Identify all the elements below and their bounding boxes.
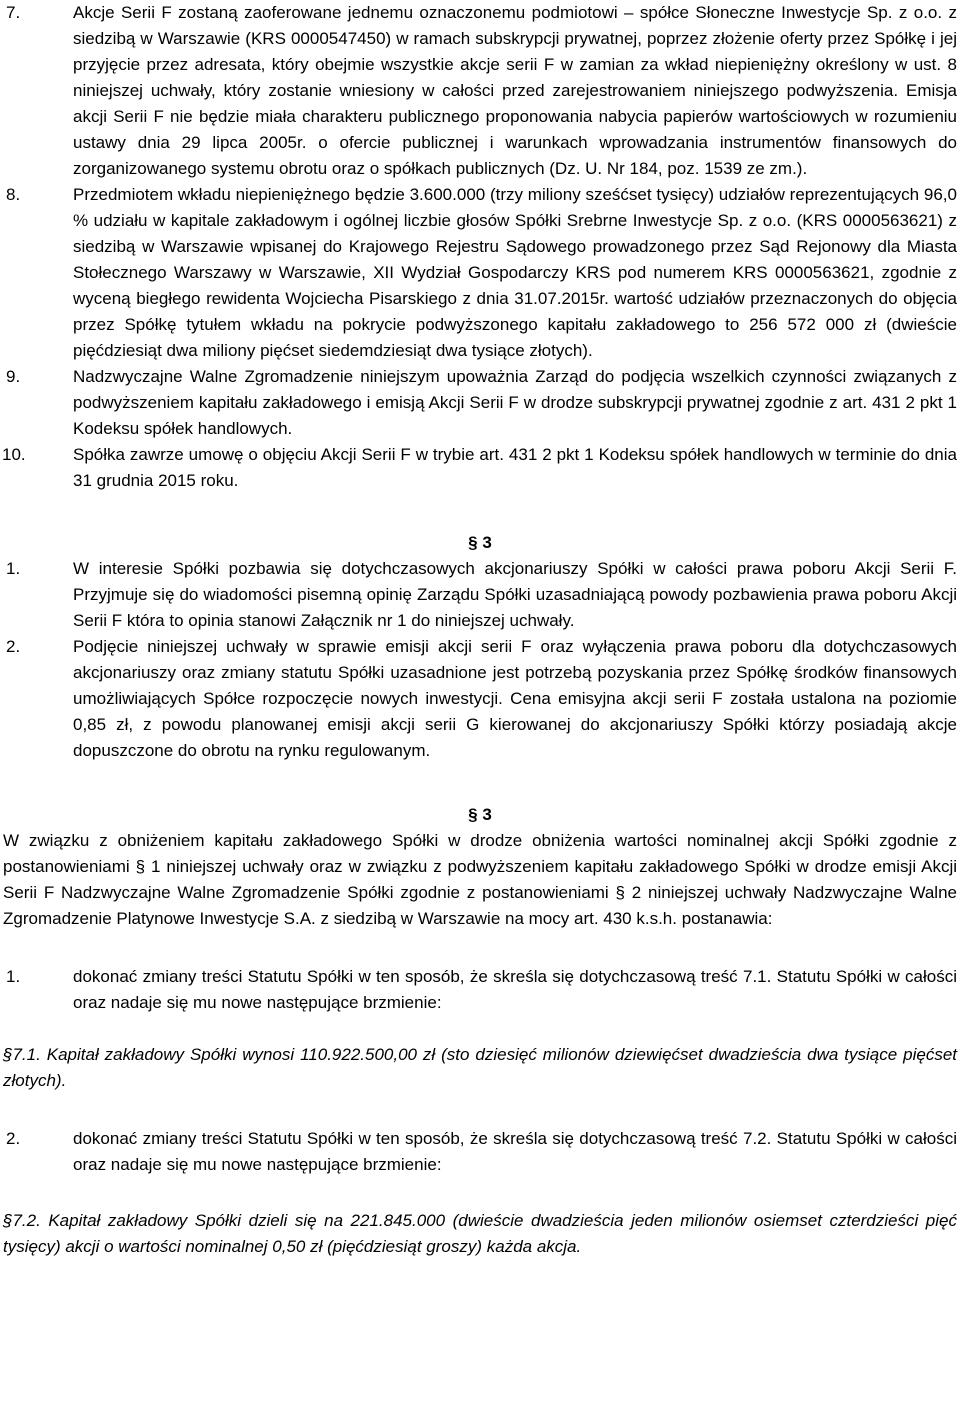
list-number: 7. bbox=[6, 3, 21, 22]
list-number: 9. bbox=[6, 367, 21, 386]
list-number: 2. bbox=[6, 637, 21, 656]
list-number: 1. bbox=[6, 967, 21, 986]
list-item bbox=[0, 182, 960, 364]
list-item bbox=[0, 964, 960, 1016]
section-heading: § 3 bbox=[468, 805, 492, 824]
list-item bbox=[0, 442, 960, 494]
list-item bbox=[0, 364, 960, 442]
list-text: Podjęcie niniejszej uchwały w sprawie emisji akcji serii F oraz wyłączenia prawa poboru dla dotychczasowych akcjonariuszy oraz zmiany statutu Spółki uzasadnione jest potrzebą pozyskania przez Spółkę środków finansowych umożliwiających Spółce rozpoczęcie nowych inwestycji. Cena emisyjna akcji serii F została ustalona na poziomie 0,85 zł, z powodu planowanej emisji akcji serii G kierowanej do akcjonariuszy Spółki którzy posiadają akcje dopuszczone do obrotu na rynku regulowanym. bbox=[73, 637, 957, 760]
statute-quote: §7.1. Kapitał zakładowy Spółki wynosi 110.922.500,00 zł (sto dziesięć milionów dziewięćset dwadzieścia dwa tysiące pięćset złotych). bbox=[3, 1045, 957, 1090]
numbered-list-section-3 bbox=[0, 556, 960, 764]
list-number: 8. bbox=[6, 185, 21, 204]
statute-quote: §7.2. Kapitał zakładowy Spółki dzieli się na 221.845.000 (dwieście dwadzieścia jeden milionów osiemset czterdzieści pięć tysięcy) akcji o wartości nominalnej 0,50 zł (pięćdziesiąt groszy) każda akcja. bbox=[3, 1211, 957, 1256]
list-text: Nadzwyczajne Walne Zgromadzenie niniejszym upoważnia Zarząd do podjęcia wszelkich czynności związanych z podwyższeniem kapitału zakładowego i emisją Akcji Serii F w drodze subskrypcji prywatnej zgodnie z art. 431 2 pkt 1 Kodeksu spółek handlowych. bbox=[73, 367, 957, 438]
list-text: dokonać zmiany treści Statutu Spółki w ten sposób, że skreśla się dotychczasową treść 7.1. Statutu Spółki w całości oraz nadaje się mu nowe następujące brzmienie: bbox=[73, 967, 957, 1012]
list-number: 1. bbox=[6, 559, 21, 578]
list-number: 2. bbox=[6, 1129, 21, 1148]
list-item bbox=[0, 1126, 960, 1178]
list-item bbox=[0, 556, 960, 634]
body-paragraph: W związku z obniżeniem kapitału zakładowego Spółki w drodze obniżenia wartości nominalnej akcji Spółki zgodnie z postanowieniami § 1 niniejszej uchwały oraz w związku z podwyższeniem kapitału zakładowego Spółki w drodze emisji Akcji Serii F Nadzwyczajne Walne Zgromadzenie Spółki zgodnie z postanowieniami § 2 niniejszej uchwały Nadzwyczajne Walne Zgromadzenie Platynowe Inwestycje S.A. z siedzibą w Warszawie na mocy art. 430 k.s.h. postanawia: bbox=[3, 831, 957, 928]
list-text: dokonać zmiany treści Statutu Spółki w ten sposób, że skreśla się dotychczasową treść 7.2. Statutu Spółki w całości oraz nadaje się mu nowe następujące brzmienie: bbox=[73, 1129, 957, 1174]
list-item bbox=[0, 0, 960, 182]
list-text: Akcje Serii F zostaną zaoferowane jednemu oznaczonemu podmiotowi – spółce Słoneczne Inwestycje Sp. z o.o. z siedzibą w Warszawie (KRS 0000547450) w ramach subskrypcji prywatnej, poprzez złożenie oferty przez Spółkę i jej przyjęcie przez adresata, który obejmie wszystkie akcje serii F w zamian za wkład niepieniężny określony w ust. 8 niniejszej uchwały, który zostanie wniesiony w całości przed zarejestrowaniem niniejszego podwyższenia. Emisja akcji Serii F nie będzie miała charakteru publicznego proponowania nabycia papierów wartościowych w rozumieniu ustawy dnia 29 lipca 2005r. o ofercie publicznej i warunkach wprowadzania instrumentów finansowych do zorganizowanego systemu obrotu oraz o spółkach publicznych (Dz. U. Nr 184, poz. 1539 ze zm.). bbox=[73, 3, 957, 178]
list-text: W interesie Spółki pozbawia się dotychczasowych akcjonariuszy Spółki w całości prawa poboru Akcji Serii F. Przyjmuje się do wiadomości pisemną opinię Zarządu Spółki uzasadniającą powody pozbawienia prawa poboru Akcji Serii F która to opinia stanowi Załącznik nr 1 do niniejszej uchwały. bbox=[73, 559, 957, 630]
list-text: Przedmiotem wkładu niepieniężnego będzie 3.600.000 (trzy miliony sześćset tysięcy) udziałów reprezentujących 96,0 % udziału w kapitale zakładowym i ogólnej liczbie głosów Spółki Srebrne Inwestycje Sp. z o.o. (KRS 0000563621) z siedzibą w Warszawie wpisanej do Krajowego Rejestru Sądowego prowadzonego przez Sąd Rejonowy dla Miasta Stołecznego Warszawy w Warszawie, XII Wydział Gospodarczy KRS pod numerem KRS 0000563621, zgodnie z wyceną biegłego rewidenta Wojciecha Pisarskiego z dnia 31.07.2015r. wartość udziałów przeznaczonych do objęcia przez Spółkę tytułem wkładu na pokrycie podwyższonego kapitału zakładowego to 256 572 000 zł (dwieście pięćdziesiąt dwa miliony pięćset siedemdziesiąt dwa tysiące złotych). bbox=[73, 185, 957, 360]
list-number: 10. bbox=[2, 445, 26, 464]
numbered-list-top bbox=[0, 0, 960, 494]
list-item bbox=[0, 634, 960, 764]
list-text: Spółka zawrze umowę o objęciu Akcji Serii F w trybie art. 431 2 pkt 1 Kodeksu spółek handlowych w terminie do dnia 31 grudnia 2015 roku. bbox=[73, 445, 957, 490]
section-heading: § 3 bbox=[468, 533, 492, 552]
